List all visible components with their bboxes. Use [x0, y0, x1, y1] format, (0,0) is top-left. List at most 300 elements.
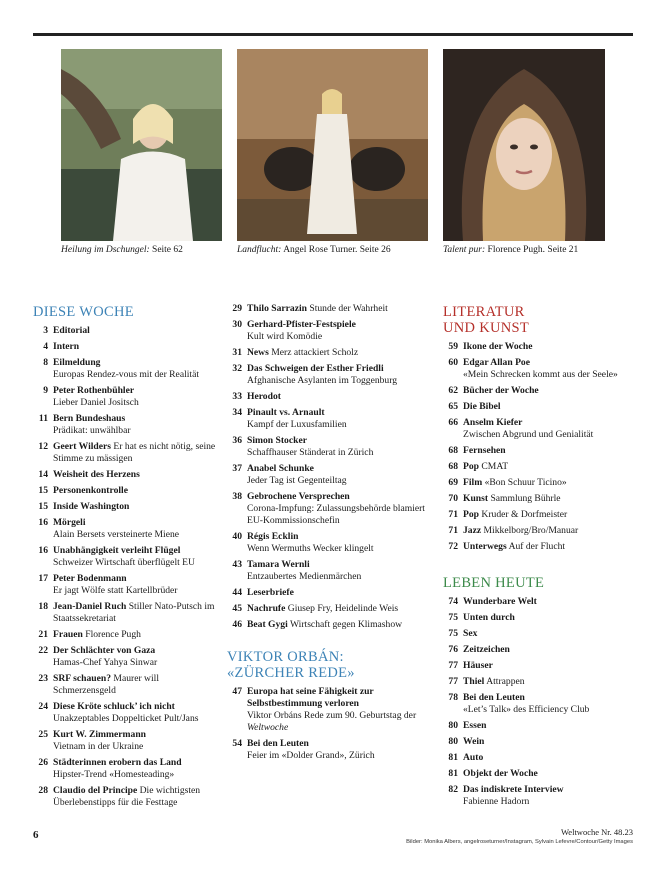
toc-page-number: 16 [38, 545, 48, 556]
toc-entry-subtitle: «Let’s Talk» des Efficiency Club [463, 704, 590, 715]
column-middle [227, 303, 425, 766]
toc-entry [227, 407, 425, 431]
toc-entry-title: Pop [463, 461, 479, 472]
toc-entry [33, 485, 223, 497]
toc-entry-title: Zeitzeichen [463, 644, 510, 655]
toc-entry-text [53, 673, 223, 697]
toc-entry [33, 601, 223, 625]
toc-entry [227, 587, 425, 599]
toc-entry-text [53, 701, 223, 725]
toc-entry-title: Bücher der Woche [463, 385, 539, 396]
toc-entry-subtitle: Auf der Flucht [506, 541, 566, 552]
issue-number: Weltwoche Nr. 48.23 [560, 827, 633, 837]
toc-entry-subtitle: Afghanische Asylanten im Toggenburg [247, 375, 398, 386]
toc-entry-title: Der Schlächter von Gaza [53, 645, 156, 656]
toc-entry [33, 757, 223, 781]
toc-entry-text [53, 785, 223, 809]
toc-entry [33, 341, 223, 353]
section-heading-orban-2: «ZÜRCHER REDE» [227, 665, 355, 681]
toc-entry-title: Jazz [463, 525, 482, 536]
toc-entry-text [463, 784, 638, 808]
toc-entry-title: Leserbriefe [247, 587, 294, 598]
toc-page-number: 66 [448, 417, 458, 428]
toc-entry-subtitle: Kult wird Komödie [247, 331, 323, 342]
toc-entry [227, 531, 425, 555]
toc-page-number: 12 [38, 441, 48, 452]
toc-entry-text [247, 559, 425, 583]
toc-page-number: 45 [232, 603, 242, 614]
toc-entry-subtitle: Er hat es nicht nötig, seine Stimme zu mässigen [53, 441, 216, 464]
toc-entry-text [53, 729, 223, 753]
toc-entry [33, 673, 223, 697]
toc-entry-text [463, 477, 638, 489]
toc-entry-text [247, 531, 425, 555]
toc-page-number: 47 [232, 686, 242, 697]
toc-entry-title: Personenkontrolle [53, 485, 128, 496]
toc-page-number: 23 [38, 673, 48, 684]
toc-entry-text [247, 319, 425, 343]
toc-entry [33, 357, 223, 381]
toc-entry [443, 612, 638, 624]
toc-entry-subtitle: Attrappen [484, 676, 525, 687]
toc-entry-text [247, 407, 425, 431]
toc-entry-subtitle: «Bon Schuur Ticino» [482, 477, 567, 488]
toc-entry-title: Diese Kröte schluck’ ich nicht [53, 701, 175, 712]
toc-entry-subtitle: Hamas-Chef Yahya Sinwar [53, 657, 158, 668]
toc-entry [33, 701, 223, 725]
toc-entry-text [463, 445, 638, 457]
toc-page-number: 78 [448, 692, 458, 703]
toc-page-number: 24 [38, 701, 48, 712]
photo-portrait [443, 49, 605, 241]
toc-page-number: 75 [448, 612, 458, 623]
toc-page-number: 77 [448, 660, 458, 671]
toc-entry-subtitle: Wenn Wermuths Wecker klingelt [247, 543, 374, 554]
toc-entry-title: News [247, 347, 269, 358]
toc-page-number: 81 [448, 768, 458, 779]
toc-entry [227, 347, 425, 359]
toc-entry [227, 738, 425, 762]
toc-entry-text [53, 573, 223, 597]
toc-page-number: 29 [232, 303, 242, 314]
toc-page-number: 18 [38, 601, 48, 612]
toc-entry [443, 357, 638, 381]
toc-page-number: 8 [43, 357, 48, 368]
toc-entry [227, 319, 425, 343]
toc-entry [443, 493, 638, 505]
caption-countryside: Landflucht: Angel Rose Turner. Seite 26 [237, 245, 391, 255]
caption-portrait: Talent pur: Florence Pugh. Seite 21 [443, 245, 579, 255]
toc-entry-text [463, 644, 638, 656]
toc-entry-title: Das indiskrete Interview [463, 784, 564, 795]
toc-entry [443, 644, 638, 656]
toc-entry-title: Städterinnen erobern das Land [53, 757, 182, 768]
toc-entry-subtitle: Florence Pugh [82, 629, 141, 640]
toc-entry [443, 596, 638, 608]
toc-entry-text [463, 461, 638, 473]
toc-entry-title: Das Schweigen der Esther Friedli [247, 363, 384, 374]
toc-page-number: 72 [448, 541, 458, 552]
toc-page-number: 54 [232, 738, 242, 749]
toc-entry-text [463, 596, 638, 608]
toc-page-number: 38 [232, 491, 242, 502]
toc-entry-text [463, 417, 638, 441]
toc-entry [227, 303, 425, 315]
toc-page-number: 77 [448, 676, 458, 687]
toc-entry-title: Europa hat seine Fähigkeit zur Selbstbestimmung verloren [247, 686, 374, 709]
toc-entry-text [53, 517, 223, 541]
toc-entry-title: Ikone der Woche [463, 341, 533, 352]
toc-entry [33, 729, 223, 753]
toc-page-number: 32 [232, 363, 242, 374]
toc-entry-subtitle: Er jagt Wölfe statt Kartellbrüder [53, 585, 178, 596]
toc-page-number: 17 [38, 573, 48, 584]
toc-entry [227, 619, 425, 631]
toc-entry [443, 692, 638, 716]
toc-entry-text [247, 738, 425, 762]
toc-entry-text [53, 645, 223, 669]
toc-entry-text [463, 541, 638, 553]
toc-entry-subtitle: Zwischen Abgrund und Genialität [463, 429, 594, 440]
toc-entry-subtitle: Lieber Daniel Jositsch [53, 397, 139, 408]
toc-entry-text [463, 525, 638, 537]
toc-entry [227, 603, 425, 615]
toc-entry-text [247, 491, 425, 527]
toc-entry-text [247, 347, 425, 359]
toc-entry [227, 491, 425, 527]
toc-entry-title: SRF schauen? [53, 673, 112, 684]
toc-entry-subtitle: Unakzeptables Doppelticket Pult/Jans [53, 713, 199, 724]
toc-page-number: 21 [38, 629, 48, 640]
toc-page-number: 81 [448, 752, 458, 763]
toc-page-number: 75 [448, 628, 458, 639]
toc-entry-title: Wein [463, 736, 485, 747]
toc-entry-text [463, 752, 638, 764]
toc-entry-subtitle: Entzaubertes Medienmärchen [247, 571, 362, 582]
toc-entry [443, 401, 638, 413]
toc-entry-subtitle-italic: Weltwoche [247, 722, 289, 733]
toc-entry-title: Simon Stocker [247, 435, 307, 446]
toc-entry-title: Bern Bundeshaus [53, 413, 126, 424]
toc-entry-subtitle: Stiller Nato-Putsch im Staatssekretariat [53, 601, 215, 624]
toc-page-number: 15 [38, 485, 48, 496]
toc-entry [227, 435, 425, 459]
toc-page-number: 31 [232, 347, 242, 358]
column-diese-woche [33, 304, 223, 813]
toc-entry-text [53, 485, 223, 497]
toc-page-number: 30 [232, 319, 242, 330]
toc-entry-title: Pinault vs. Arnault [247, 407, 325, 418]
toc-entry-text [247, 435, 425, 459]
toc-entry-subtitle: Jeder Tag ist Gegenteiltag [247, 475, 347, 486]
toc-entry [443, 784, 638, 808]
toc-page-number: 80 [448, 720, 458, 731]
toc-page-number: 71 [448, 525, 458, 536]
toc-page-number: 70 [448, 493, 458, 504]
toc-entry [443, 720, 638, 732]
toc-entry-title: Essen [463, 720, 487, 731]
toc-entry [443, 461, 638, 473]
toc-page-number: 74 [448, 596, 458, 607]
toc-page-number: 69 [448, 477, 458, 488]
toc-page-number: 71 [448, 509, 458, 520]
toc-entry-title: Weisheit des Herzens [53, 469, 140, 480]
toc-entry-subtitle: Vietnam in der Ukraine [53, 741, 144, 752]
toc-page-number: 68 [448, 461, 458, 472]
page-number: 6 [33, 829, 39, 841]
toc-page-number: 26 [38, 757, 48, 768]
toc-entry-title: Inside Washington [53, 501, 130, 512]
toc-entry-text [247, 603, 425, 615]
toc-entry [443, 628, 638, 640]
toc-page-number: 46 [232, 619, 242, 630]
toc-entry [443, 477, 638, 489]
toc-entry-title: Sex [463, 628, 478, 639]
toc-entry [33, 325, 223, 337]
toc-entry-text [463, 692, 638, 716]
toc-entry-text [53, 501, 223, 513]
toc-entry-subtitle: Viktor Orbáns Rede zum 90. Geburtstag der [247, 710, 417, 721]
toc-entry-text [53, 757, 223, 781]
toc-entry-subtitle: Kruder & Dorfmeister [479, 509, 568, 520]
toc-entry [443, 417, 638, 441]
section-heading-leben-heute: LEBEN HEUTE [443, 575, 545, 591]
toc-entry-subtitle: Prädikat: unwählbar [53, 425, 131, 436]
toc-entry [227, 559, 425, 583]
toc-page-number: 62 [448, 385, 458, 396]
toc-page-number: 59 [448, 341, 458, 352]
photo-jungle [61, 49, 222, 241]
toc-entry [227, 686, 425, 734]
toc-entry [227, 463, 425, 487]
toc-entry-subtitle: Alain Bersets versteinerte Miene [53, 529, 180, 540]
toc-entry-title: Intern [53, 341, 80, 352]
toc-entry [33, 469, 223, 481]
toc-entry [443, 525, 638, 537]
toc-entry-title: Unabhängigkeit verleiht Flügel [53, 545, 181, 556]
toc-entry-text [463, 385, 638, 397]
toc-entry-title: Thilo Sarrazin [247, 303, 307, 314]
toc-entry [33, 441, 223, 465]
toc-entry-title: Häuser [463, 660, 493, 671]
toc-entry [443, 445, 638, 457]
toc-page-number: 11 [38, 413, 48, 424]
toc-entry-subtitle: Feier im «Dolder Grand», Zürich [247, 750, 375, 761]
toc-entry-title: Fernsehen [463, 445, 506, 456]
toc-entry-title: Herodot [247, 391, 281, 402]
column-literatur-leben [443, 304, 638, 812]
toc-entry-text [53, 385, 223, 409]
toc-page-number: 37 [232, 463, 242, 474]
toc-entry [443, 676, 638, 688]
toc-entry [33, 413, 223, 437]
toc-entry-text [463, 401, 638, 413]
toc-entry-subtitle: CMAT [479, 461, 509, 472]
section-heading-literatur-1: LITERATUR [443, 304, 525, 320]
toc-entry-title: Objekt der Woche [463, 768, 538, 779]
toc-entry-text [247, 463, 425, 487]
toc-page-number: 60 [448, 357, 458, 368]
toc-entry-title: Régis Ecklin [247, 531, 299, 542]
toc-entry-text [463, 612, 638, 624]
toc-entry [443, 768, 638, 780]
toc-entry-subtitle: Europas Rendez-vous mit der Realität [53, 369, 199, 380]
toc-page-number: 28 [38, 785, 48, 796]
toc-entry-title: Edgar Allan Poe [463, 357, 530, 368]
toc-entry-title: Editorial [53, 325, 90, 336]
toc-entry-text [53, 357, 223, 381]
toc-entry-title: Kurt W. Zimmermann [53, 729, 147, 740]
toc-entry-subtitle: Die wichtigsten Überlebenstipps für die Festtage [53, 785, 201, 808]
toc-entry [443, 541, 638, 553]
toc-entry-subtitle: Corona-Impfung: Zulassungsbehörde blamiert EU-Kommissionschefin [247, 503, 425, 526]
toc-page-number: 82 [448, 784, 458, 795]
toc-page-number: 44 [232, 587, 242, 598]
toc-entry-title: Eilmeldung [53, 357, 101, 368]
toc-entry-title: Geert Wilders [53, 441, 111, 452]
section-heading-literatur-2: UND KUNST [443, 320, 530, 336]
toc-page-number: 40 [232, 531, 242, 542]
toc-page-number: 14 [38, 469, 48, 480]
toc-page-number: 15 [38, 501, 48, 512]
toc-page-number: 3 [43, 325, 48, 336]
toc-entry-text [463, 357, 638, 381]
toc-entry-subtitle: Hipster-Trend «Homesteading» [53, 769, 175, 780]
toc-entry-title: Anabel Schunke [247, 463, 314, 474]
toc-entry-title: Gebrochene Versprechen [247, 491, 350, 502]
toc-entry-title: Unten durch [463, 612, 515, 623]
toc-entry-text [463, 720, 638, 732]
toc-entry-text [463, 493, 638, 505]
toc-entry-text [463, 768, 638, 780]
toc-entry-text [247, 363, 425, 387]
toc-entry-subtitle: Schweizer Wirtschaft überflügelt EU [53, 557, 195, 568]
toc-entry-text [247, 686, 425, 734]
toc-entry [33, 629, 223, 641]
toc-entry-title: Bei den Leuten [463, 692, 525, 703]
toc-entry-subtitle: Merz attackiert Scholz [268, 347, 359, 358]
toc-entry [443, 385, 638, 397]
toc-entry-text [463, 676, 638, 688]
toc-entry [33, 573, 223, 597]
toc-entry-text [463, 736, 638, 748]
toc-entry-title: Peter Rothenbühler [53, 385, 135, 396]
toc-entry-title: Beat Gygi [247, 619, 288, 630]
toc-entry-text [53, 629, 223, 641]
toc-entry-title: Peter Bodenmann [53, 573, 127, 584]
toc-page-number: 65 [448, 401, 458, 412]
toc-entry [443, 736, 638, 748]
toc-entry [443, 752, 638, 764]
toc-entry-subtitle: Kampf der Luxusfamilien [247, 419, 347, 430]
toc-page-number: 68 [448, 445, 458, 456]
toc-entry-subtitle: Wirtschaft gegen Klimashow [287, 619, 403, 630]
toc-entry [33, 385, 223, 409]
toc-entry-title: Mörgeli [53, 517, 86, 528]
toc-entry [443, 341, 638, 353]
toc-entry [33, 517, 223, 541]
toc-entry-title: Wunderbare Welt [463, 596, 537, 607]
toc-entry-subtitle: «Mein Schrecken kommt aus der Seele» [463, 369, 618, 380]
toc-entry-subtitle: Stunde der Wahrheit [306, 303, 388, 314]
toc-entry-title: Gerhard-Pfister-Festspiele [247, 319, 356, 330]
toc-page-number: 34 [232, 407, 242, 418]
toc-entry-subtitle: Mikkelborg/Bro/Manuar [481, 525, 579, 536]
toc-entry-subtitle: Maurer will Schmerzensgeld [53, 673, 159, 696]
toc-entry-text [53, 545, 223, 569]
toc-entry-subtitle: Sammlung Bührle [488, 493, 561, 504]
toc-entry [443, 509, 638, 521]
toc-entry-text [463, 509, 638, 521]
toc-entry-text [247, 619, 425, 631]
toc-page-number: 25 [38, 729, 48, 740]
toc-page-number: 36 [232, 435, 242, 446]
toc-page-number: 22 [38, 645, 48, 656]
photo-countryside [237, 49, 428, 241]
toc-entry-subtitle: Fabienne Hadorn [463, 796, 530, 807]
toc-entry [227, 391, 425, 403]
toc-entry-title: Claudio del Principe [53, 785, 138, 796]
toc-page-number: 33 [232, 391, 242, 402]
toc-entry-title: Bei den Leuten [247, 738, 309, 749]
toc-page-number: 43 [232, 559, 242, 570]
toc-page-number: 4 [43, 341, 48, 352]
toc-entry-text [53, 413, 223, 437]
toc-entry-text [463, 628, 638, 640]
toc-entry-title: Auto [463, 752, 484, 763]
toc-entry-text [463, 341, 638, 353]
toc-entry-title: Frauen [53, 629, 83, 640]
toc-page-number: 16 [38, 517, 48, 528]
toc-entry [33, 645, 223, 669]
section-heading-orban-1: VIKTOR ORBÁN: [227, 649, 344, 665]
toc-entry-text [247, 303, 425, 315]
toc-entry-title: Pop [463, 509, 479, 520]
toc-entry-text [53, 441, 223, 465]
toc-entry [33, 501, 223, 513]
toc-entry-title: Nachrufe [247, 603, 286, 614]
toc-entry-text [463, 660, 638, 672]
toc-entry-text [53, 601, 223, 625]
toc-entry [33, 545, 223, 569]
toc-entry-title: Thiel [463, 676, 485, 687]
toc-entry-subtitle: Schaffhauser Ständerat in Zürich [247, 447, 374, 458]
toc-entry-title: Unterwegs [463, 541, 507, 552]
section-heading-diese-woche: DIESE WOCHE [33, 304, 134, 320]
toc-page-number: 76 [448, 644, 458, 655]
toc-entry [443, 660, 638, 672]
top-rule [33, 33, 633, 36]
toc-entry-title: Kunst [463, 493, 489, 504]
photo-credits: Bilder: Monika Albers, angelroseturner/Instagram, Sylvain Lefevre/Contour/Getty Images [406, 839, 633, 845]
caption-jungle: Heilung im Dschungel: Seite 62 [61, 245, 183, 255]
toc-page-number: 80 [448, 736, 458, 747]
toc-page-number: 9 [43, 385, 48, 396]
toc-entry-title: Anselm Kiefer [463, 417, 523, 428]
toc-entry-subtitle: Giusep Fry, Heidelinde Weis [285, 603, 399, 614]
toc-entry [33, 785, 223, 809]
toc-entry-title: Film [463, 477, 483, 488]
toc-entry-text [53, 341, 223, 353]
toc-entry-title: Jean-Daniel Ruch [53, 601, 127, 612]
toc-entry-text [247, 587, 425, 599]
toc-entry-text [53, 469, 223, 481]
toc-entry [227, 363, 425, 387]
toc-entry-title: Tamara Wernli [247, 559, 310, 570]
toc-entry-text [53, 325, 223, 337]
toc-entry-title: Die Bibel [463, 401, 501, 412]
toc-entry-text [247, 391, 425, 403]
